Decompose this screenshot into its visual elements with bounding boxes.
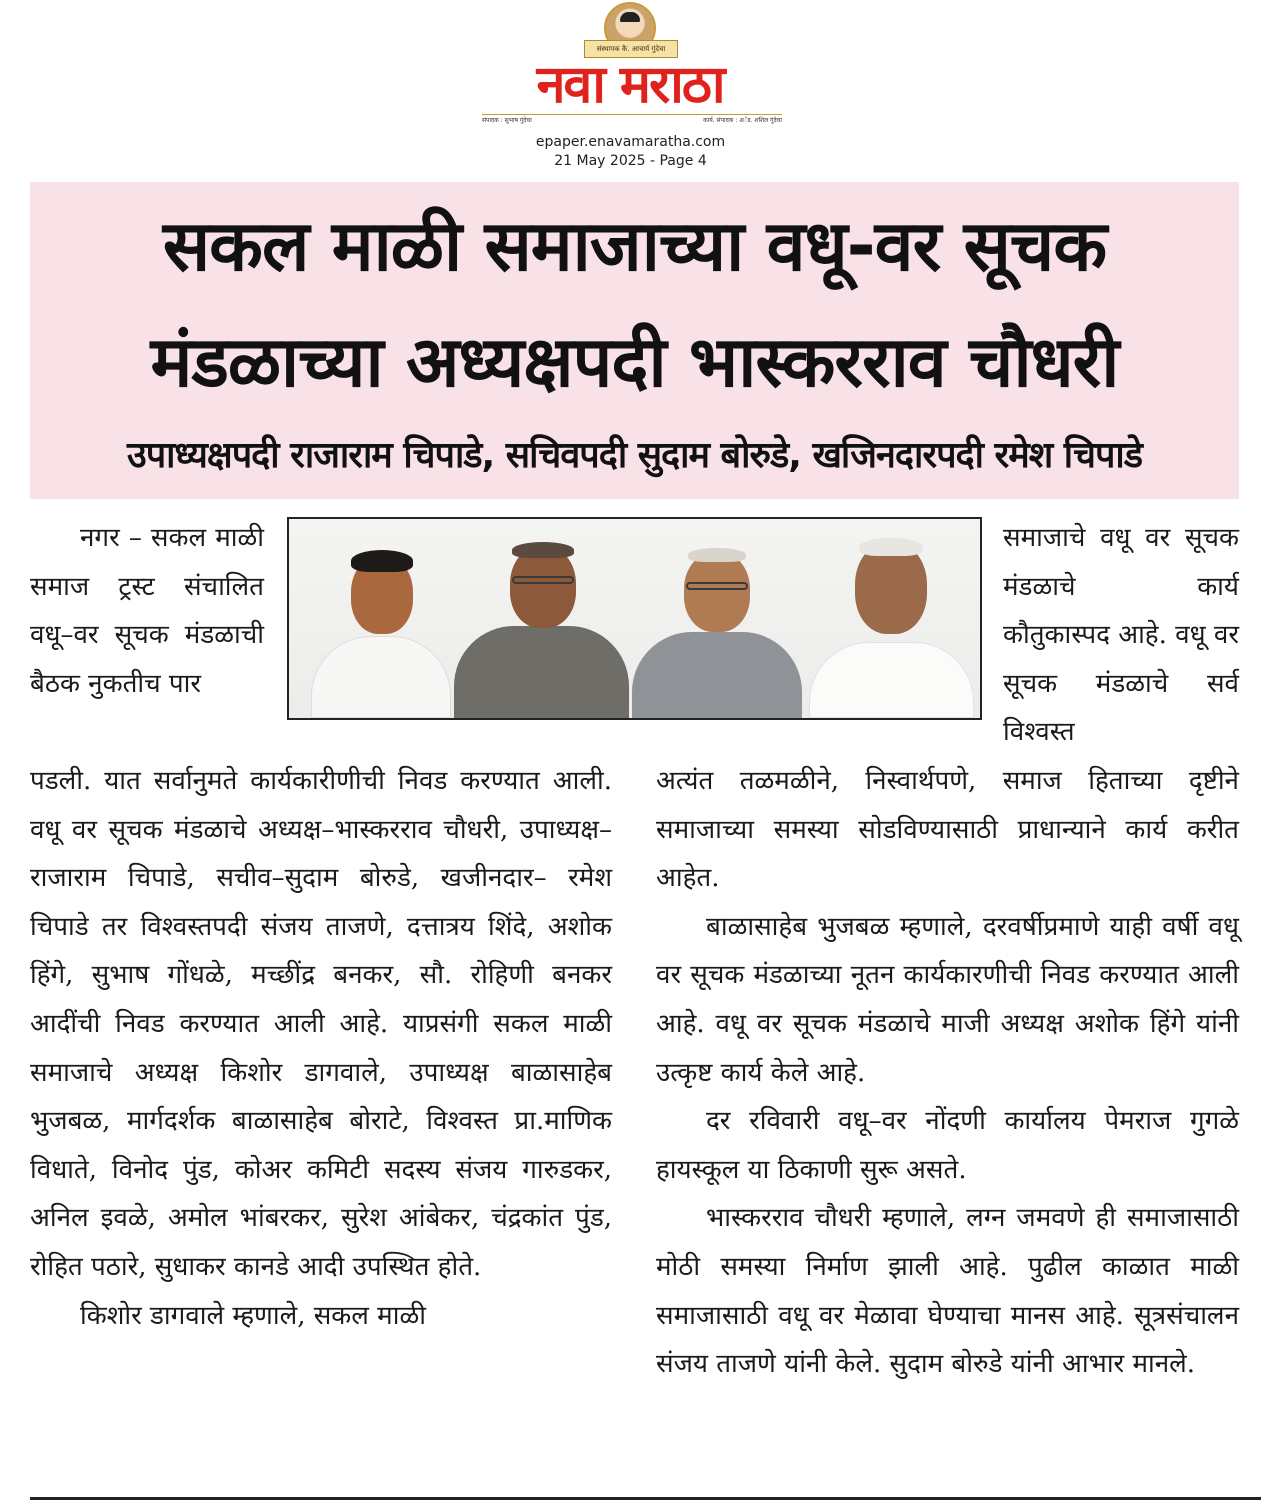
editor-credit-right: कार्य. संपादक : अॅड. शशिल गुंदेचा	[703, 117, 782, 124]
article-column-right	[656, 757, 1239, 1389]
article-photo	[287, 517, 982, 720]
article-column-right-top	[1003, 514, 1239, 757]
date-page-label: 21 May 2025 - Page 4	[554, 153, 707, 169]
article-paragraph: अत्यंत तळमळीने, निस्वार्थपणे, समाज हिताच्या दृष्टीने समाजाच्या समस्या सोडविण्यासाठी प्राधान्याने कार्य करीत आहेत.	[656, 766, 1239, 894]
page-bottom-rule	[30, 1497, 1261, 1500]
photo-person-2	[454, 528, 629, 718]
edition-info	[0, 133, 1261, 171]
article-paragraph: समाजाचे वधू वर सूचक मंडळाचे कार्य कौतुकास्पद आहे. वधू वर सूचक मंडळाचे सर्व विश्वस्त	[1003, 523, 1239, 748]
subheadline: उपाध्यक्षपदी राजाराम चिपाडे, सचिवपदी सुदाम बोरुडे, खजिनदारपदी रमेश चिपाडे	[127, 435, 1142, 476]
epaper-site-link[interactable]: epaper.enavamaratha.com	[535, 134, 726, 150]
editor-credits	[482, 114, 782, 126]
masthead	[0, 0, 1261, 180]
founder-ribbon: संस्थापक कै. आचार्य गुंदेचा	[584, 40, 678, 58]
photo-person-4	[809, 528, 974, 718]
headline-line-1: सकल माळी समाजाच्या वधू-वर सूचक	[162, 205, 1107, 287]
headline-line-2: मंडळाच्या अध्यक्षपदी भास्करराव चौधरी	[150, 321, 1119, 403]
article-paragraph: पडली. यात सर्वानुमते कार्यकारीणीची निवड करण्यात आली. वधू वर सूचक मंडळाचे अध्यक्ष–भास्करराव चौधरी, उपाध्यक्ष–राजाराम चिपाडे, सचीव–सुदाम बोरुडे, खजीनदार– रमेश चिपाडे तर विश्वस्तपदी संजय ताजणे, दत्तात्रय शिंदे, अशोक हिंगे, सुभाष गोंधळे, मच्छींद्र बनकर, सौ. रोहिणी बनकर आदींची निवड करण्यात आली आहे. याप्रसंगी सकल माळी समाजाचे अध्यक्ष किशोर डागवाले, उपाध्यक्ष बाळासाहेब भुजबळ, मार्गदर्शक बाळासाहेब बोराटे, विश्वस्त प्रा.माणिक विधाते, विनोद पुंड, कोअर कमिटी सदस्य संजय गारुडकर, अनिल इवळे, अमोल भांबरकर, सुरेश आंबेकर, चंद्रकांत पुंड, रोहित पठारे, सुधाकर कानडे आदी उपस्थित होते.	[30, 766, 612, 1282]
photo-person-3	[632, 528, 802, 718]
photo-person-1	[311, 528, 451, 718]
article-column-left	[30, 757, 612, 1340]
article-paragraph: नगर – सकल माळी समाज ट्रस्ट संचालित वधू–वर सूचक मंडळाची बैठक नुकतीच पार	[30, 523, 264, 699]
headline-box	[30, 182, 1239, 499]
article-paragraph: भास्करराव चौधरी म्हणाले, लग्न जमवणे ही समाजासाठी मोठी समस्या निर्माण झाली आहे. पुढील काळात माळी समाजासाठी वधू वर मेळावा घेण्याचा मानस आहे. सूत्रसंचालन संजय ताजणे यांनी केले. सुदाम बोरुडे यांनी आभार मानले.	[656, 1203, 1239, 1380]
article-column-left-top	[30, 514, 264, 708]
newspaper-logo: नवा मराठा	[536, 55, 724, 115]
editor-credit-left: संपादक : सुभाष गुंदेचा	[482, 117, 532, 124]
article-paragraph: दर रविवारी वधू–वर नोंदणी कार्यालय पेमराज गुगळे हायस्कूल या ठिकाणी सुरू असते.	[656, 1106, 1239, 1185]
article-paragraph: बाळासाहेब भुजबळ म्हणाले, दरवर्षीप्रमाणे याही वर्षी वधू वर सूचक मंडळाच्या नूतन कार्यकारणीची निवड करण्यात आली आहे. वधू वर सूचक मंडळाचे माजी अध्यक्ष अशोक हिंगे यांनी उत्कृष्ट कार्य केले आहे.	[656, 911, 1239, 1088]
article-paragraph: किशोर डागवाले म्हणाले, सकल माळी	[80, 1300, 426, 1331]
